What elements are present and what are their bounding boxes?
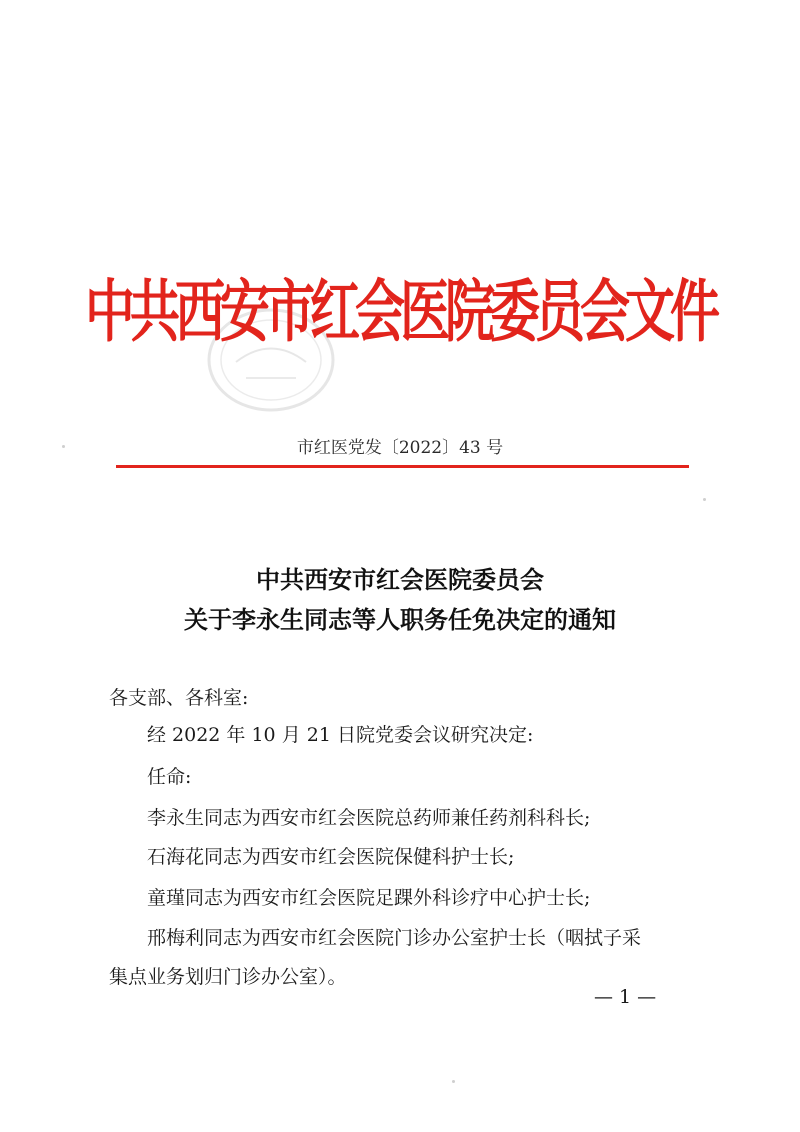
appointment-item: 石海花同志为西安市红会医院保健科护士长;	[147, 846, 515, 868]
appointment-item: 邢梅利同志为西安市红会医院门诊办公室护士长（咽拭子采	[147, 927, 642, 949]
paragraph-appointment-heading: 任命:	[147, 766, 192, 788]
notice-title-line-1: 中共西安市红会医院委员会	[256, 565, 544, 594]
document-number: 市红医党发〔2022〕43 号	[296, 438, 504, 458]
page-number: — 1 —	[594, 986, 657, 1008]
scan-speck	[452, 1080, 455, 1083]
scan-speck	[703, 498, 706, 501]
appointment-item: 童瑾同志为西安市红会医院足踝外科诊疗中心护士长;	[147, 887, 591, 909]
header-divider	[116, 465, 689, 468]
notice-title-line-2: 关于李永生同志等人职务任免决定的通知	[184, 605, 616, 634]
appointment-item-continuation: 集点业务划归门诊办公室）。	[109, 966, 347, 988]
salutation: 各支部、各科室:	[109, 687, 249, 709]
scan-speck	[62, 445, 65, 448]
document-header-title: 中共西安市红会医院委员会文件	[85, 271, 715, 352]
paragraph-decision: 经 2022 年 10 月 21 日院党委会议研究决定:	[147, 724, 534, 746]
appointment-item: 李永生同志为西安市红会医院总药师兼任药剂科科长;	[147, 807, 591, 829]
